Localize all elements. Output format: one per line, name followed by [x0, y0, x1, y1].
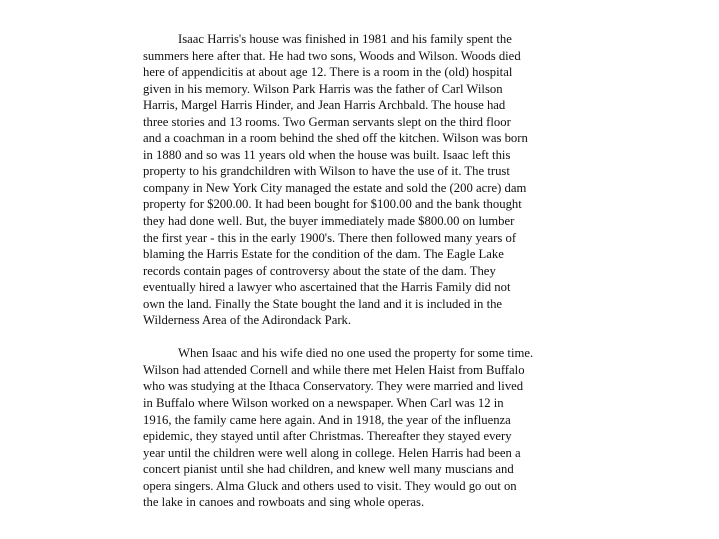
text-line: they had done well. But, the buyer immediately made $800.00 on lumber [143, 214, 515, 229]
text-line: and a coachman in a room behind the shed off the kitchen. Wilson was born [143, 131, 528, 146]
text-line: opera singers. Alma Gluck and others used to visit. They would go out on [143, 478, 517, 493]
text-line: records contain pages of controversy about the state of the dam. They [143, 263, 496, 278]
text-line: three stories and 13 rooms. Two German servants slept on the third floor [143, 114, 511, 129]
text-line: Isaac Harris's house was finished in 1981 and his family spent the [178, 32, 512, 46]
text-line: property for $200.00. It had been bought for $100.00 and the bank thought [143, 197, 522, 212]
text-line: who was studying at the Ithaca Conservatory. They were married and lived [143, 379, 524, 394]
text-line: Wilson had attended Cornell and while there met Helen Haist from Buffalo [143, 362, 525, 377]
text-line: 1916, the family came here again. And in 1918, the year of the influenza [143, 412, 511, 427]
text-line: in 1880 and so was 11 years old when the house was built. Isaac left this [143, 147, 511, 162]
text-line: Harris, Margel Harris Hinder, and Jean Harris Archbald. The house had [143, 98, 506, 113]
text-line: blaming the Harris Estate for the condition of the dam. The Eagle Lake [143, 247, 504, 262]
text-line: in Buffalo where Wilson worked on a newspaper. When Carl was 12 in [143, 396, 504, 411]
text-line: property to his grandchildren with Wilson to have the use of it. The trust [143, 164, 510, 179]
text-line: the lake in canoes and rowboats and sing whole operas. [143, 495, 425, 510]
text-line: the first year - this in the early 1900's. There then followed many years of [143, 230, 517, 245]
document-body [143, 31, 581, 511]
text-line: company in New York City managed the estate and sold the (200 acre) dam [143, 180, 527, 195]
text-line: When Isaac and his wife died no one used the property for some time. [178, 346, 534, 361]
text-line: epidemic, they stayed until after Christmas. Thereafter they stayed every [143, 429, 512, 444]
text-line: year until the children were well along in college. Helen Harris had been a [143, 445, 521, 460]
text-line: Wilderness Area of the Adirondack Park. [143, 313, 352, 328]
paragraph-spacer [143, 329, 581, 346]
text-line: own the land. Finally the State bought the land and it is included in the [143, 296, 503, 311]
text-line: given in his memory. Wilson Park Harris was the father of Carl Wilson [143, 81, 503, 96]
paragraph-1 [143, 31, 581, 329]
text-line: here of appendicitis at about age 12. There is a room in the (old) hospital [143, 65, 513, 80]
paragraph-2 [143, 345, 581, 510]
text-line: summers here after that. He had two sons, Woods and Wilson. Woods died [143, 48, 521, 63]
text-line: eventually hired a lawyer who ascertained that the Harris Family did not [143, 280, 511, 295]
text-line: concert pianist until she had children, and knew well many muscians and [143, 462, 514, 477]
